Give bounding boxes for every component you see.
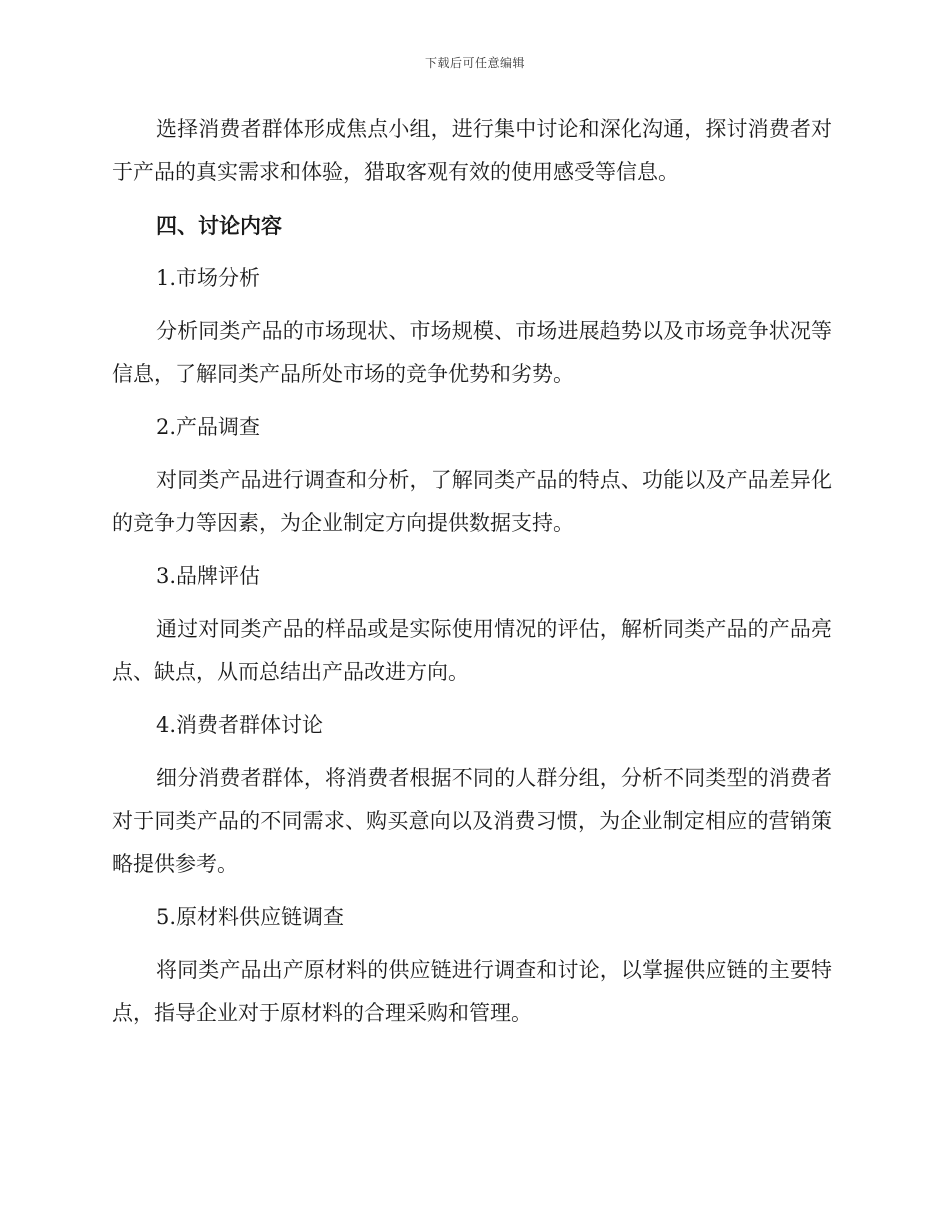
page-header: 下载后可任意编辑 bbox=[424, 56, 525, 70]
section-heading: 四、讨论内容 bbox=[156, 213, 282, 238]
item-body-brand-evaluation: 通过对同类产品的样品或是实际使用情况的评估，解析同类产品的产品亮点、缺点，从而总结出产品改进方向。 bbox=[112, 617, 832, 684]
item-title-consumer-discussion: 4.消费者群体讨论 bbox=[156, 713, 324, 737]
item-body-product-survey: 对同类产品进行调查和分析，了解同类产品的特点、功能以及产品差异化的竞争力等因素，为企业制定方向提供数据支持。 bbox=[112, 468, 832, 535]
document-body bbox=[112, 108, 832, 1045]
item-body-market-analysis: 分析同类产品的市场现状、市场规模、市场进展趋势以及市场竞争状况等信息，了解同类产品所处市场的竞争优势和劣势。 bbox=[112, 319, 832, 386]
item-body-consumer-discussion: 细分消费者群体，将消费者根据不同的人群分组，分析不同类型的消费者对于同类产品的不同需求、购买意向以及消费习惯，为企业制定相应的营销策略提供参考。 bbox=[112, 766, 832, 876]
item-title-market-analysis: 1.市场分析 bbox=[156, 266, 261, 290]
item-title-brand-evaluation: 3.品牌评估 bbox=[156, 564, 261, 588]
item-title-supply-chain: 5.原材料供应链调查 bbox=[156, 905, 345, 929]
item-body-supply-chain: 将同类产品出产原材料的供应链进行调查和讨论，以掌握供应链的主要特点，指导企业对于原材料的合理采购和管理。 bbox=[112, 958, 832, 1025]
intro-paragraph: 选择消费者群体形成焦点小组，进行集中讨论和深化沟通，探讨消费者对于产品的真实需求和体验，猎取客观有效的使用感受等信息。 bbox=[112, 117, 832, 184]
item-title-product-survey: 2.产品调查 bbox=[156, 415, 261, 439]
